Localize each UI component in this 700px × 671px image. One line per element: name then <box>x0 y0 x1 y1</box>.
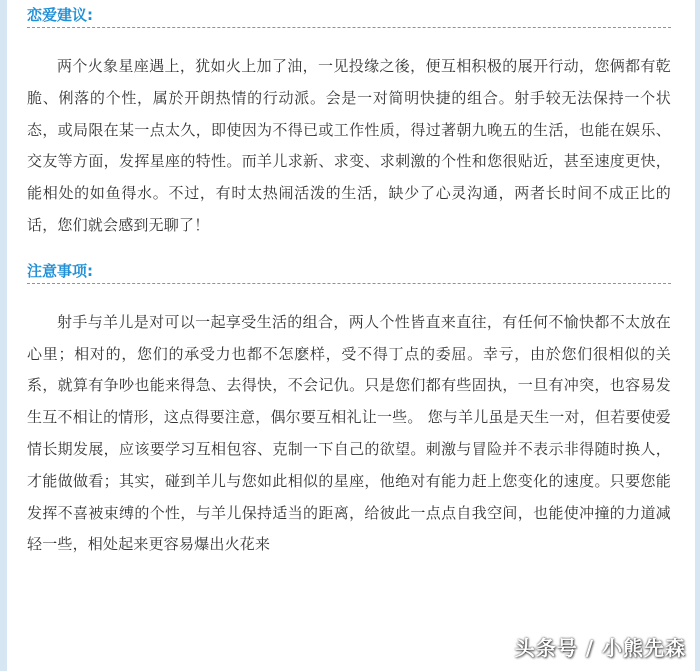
watermark: 头条号 / 小熊先森 <box>514 636 686 660</box>
article-content <box>27 0 671 561</box>
section-divider <box>27 27 671 28</box>
section-title-precautions: 注意事项: <box>27 261 93 280</box>
section-divider <box>27 283 671 284</box>
section-body-precautions: 射手与羊儿是对可以一起享受生活的组合，两人个性皆直来直往，有任何不愉快都不太放在心里；相对的，您们的承受力也都不怎麽样，受不得丁点的委屈。幸亏，由於您们很相似的关系，就算有争吵也能来得急、去得快，不会记仇。只是您们都有些固执，一旦有冲突，也容易发生互不相让的情形，这点得要注意，偶尔要互相礼让一些。 您与羊儿虽是天生一对，但若要使爱情长期发展，应该要学习互相包容、克制一下自己的欲望。刺激与冒险并不表示非得随时换人，才能做做看；其实，碰到羊儿与您如此相似的星座，他绝对有能力赶上您变化的速度。只要您能发挥不喜被束缚的个性，与羊儿保持适当的距离，给彼此一点点自我空间，也能使冲撞的力道减轻一些，相处起来更容易爆出火花来 <box>27 312 671 554</box>
section-body-love-advice: 两个火象星座遇上，犹如火上加了油，一见投缘之後，便互相积极的展开行动，您俩都有乾脆、俐落的个性，属於开朗热情的行动派。会是一对简明快捷的组合。射手较无法保持一个状态，或局限在某一点太久，即使因为不得已或工作性质，得过著朝九晚五的生活，也能在娱乐、交友等方面，发挥星座的特性。而羊儿求新、求变、求刺激的个性和您很贴近，甚至速度更快，能相处的如鱼得水。不过，有时太热闹活泼的生活，缺少了心灵沟通，两者长时间不成正比的话，您们就会感到无聊了！ <box>27 57 671 234</box>
section-title-love-advice: 恋爱建议: <box>27 6 93 24</box>
left-border <box>0 0 7 671</box>
right-border <box>695 0 700 671</box>
